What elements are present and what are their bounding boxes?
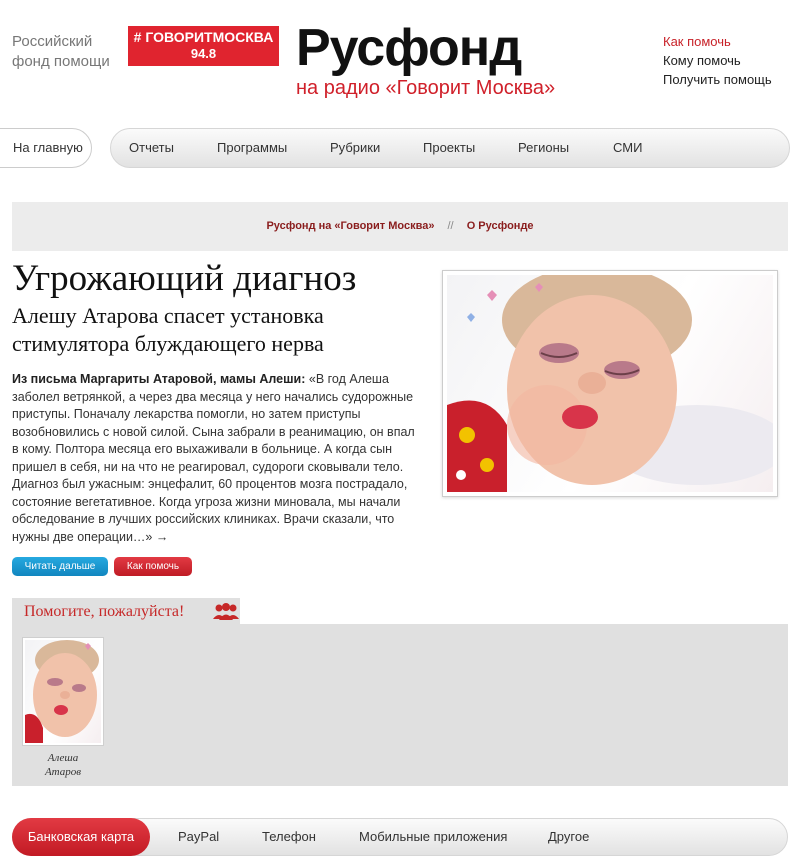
child-thumbnail-image [25,640,101,743]
link-get-help[interactable]: Получить помощь [663,72,772,87]
article-lead: Из письма Маргариты Атаровой, мамы Алеши: [12,372,306,386]
home-button[interactable]: На главную [0,128,92,168]
help-tab-title: Помогите, пожалуйста! [24,603,185,620]
help-tab[interactable] [12,598,240,626]
tab-bank-card[interactable]: Банковская карта [12,818,150,856]
nav-item-media[interactable]: СМИ [613,140,643,155]
nav-item-programs[interactable]: Программы [217,140,288,155]
org-name: Российский фонд помощи [12,33,110,70]
brand-title[interactable]: Русфонд [296,19,522,77]
breadcrumb-item-radio[interactable]: Русфонд на «Говорит Москва» [266,220,435,232]
brand-subtitle: на радио «Говорит Москва» [296,77,556,99]
tab-phone[interactable]: Телефон [262,829,316,844]
child-photo-illustration [447,275,773,492]
article-body [12,371,416,546]
people-icon [212,603,240,626]
radio-logo-badge[interactable] [128,26,279,66]
link-how-to-help[interactable]: Как помочь [663,34,731,49]
child-name-caption [22,751,104,779]
child-photo [447,275,773,492]
tab-paypal[interactable]: PayPal [178,829,220,844]
article-text: «В год Алеша заболел ветрянкой, а через два месяца у него начались судорожные приступы. Поначалу лекарства помогли, но затем приступы возобновились с новой силой. Сына забрали в реанимацию, он впал в кому. Полтора месяца его выхаживали в больнице. А когда сын пришел в себя, ни на что не реагировал, судороги сковывали тело. Диагноз был ужасным: энцефалит, 60 процентов мозга пострадало, состояние вегетативное. Когда угроза жизни миновала, мы начали обследование в лучших российских клиниках. Врачи сказали, что нужны две операции…» → [12,372,415,544]
main-nav [110,128,790,168]
breadcrumb-separator: // [447,220,454,232]
nav-item-regions[interactable]: Регионы [518,140,570,155]
article-photo[interactable] [442,270,778,497]
link-whom-to-help[interactable]: Кому помочь [663,53,741,68]
radio-badge-name: # ГОВОРИТМОСКВА [133,29,274,45]
tab-mobile-apps[interactable]: Мобильные приложения [359,829,508,844]
top-links [663,32,772,89]
nav-item-projects[interactable]: Проекты [423,140,476,155]
child-last-name: Атаров [44,766,82,778]
how-to-help-button[interactable]: Как помочь [114,557,192,576]
radio-badge-frequency: 94.8 [190,46,217,61]
child-thumbnail[interactable] [22,637,104,746]
nav-item-rubrics[interactable]: Рубрики [330,140,381,155]
breadcrumb [12,202,788,251]
nav-item-reports[interactable]: Отчеты [129,140,174,155]
breadcrumb-item-about[interactable]: О Русфонде [466,220,534,232]
child-first-name: Алеша [47,752,79,764]
read-more-button[interactable]: Читать дальше [12,557,108,576]
article-headline: Угрожающий диагноз [12,258,357,299]
tab-other[interactable]: Другое [548,829,590,844]
article-subheadline: Алешу Атарова спасет установка стимулятора блуждающего нерва [12,303,324,356]
help-panel [12,624,788,786]
